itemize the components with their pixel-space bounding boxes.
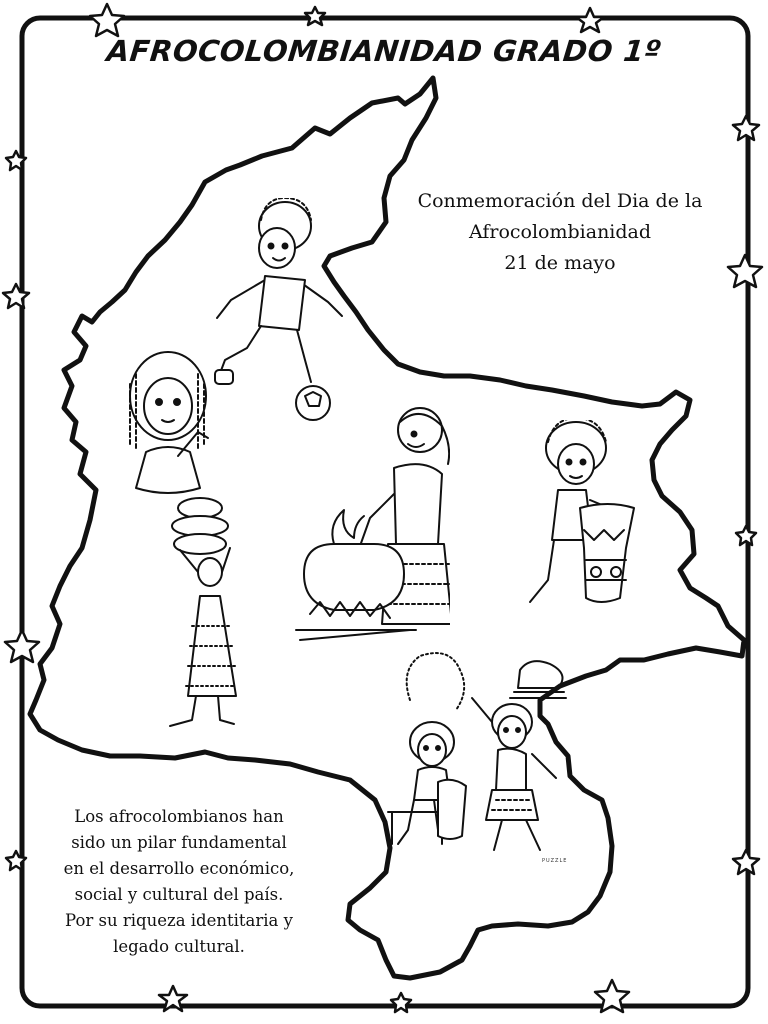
paragraph-line: legado cultural. (113, 937, 245, 956)
commemoration-line: Afrocolombianidad (468, 221, 652, 243)
description-paragraph (34, 804, 324, 960)
commemoration-date: 21 de mayo (504, 252, 616, 274)
soccer-boy-illustration (205, 198, 355, 423)
paragraph-line: social y cultural del país. (74, 885, 284, 904)
paragraph-line: Por su riqueza identitaria y (65, 911, 293, 930)
woman-cooking-illustration (290, 404, 450, 648)
boy-drum-illustration (520, 420, 640, 610)
page-title: AFROCOLOMBIANIDAD GRADO 1º (105, 34, 663, 68)
commemoration-line: Conmemoración del Dia de la (417, 190, 703, 212)
paragraph-line: en el desarrollo económico, (63, 859, 295, 878)
girl-braids-illustration (118, 344, 218, 496)
paragraph-line: Los afrocolombianos han (74, 807, 284, 826)
children-drumming-dancing-illustration (380, 650, 570, 862)
woman-carrying-pots-illustration (160, 496, 240, 730)
paragraph-line: sido un pilar fundamental (71, 833, 287, 852)
illustration-credit: PUZZLE (542, 858, 568, 864)
commemoration-text (385, 186, 735, 279)
